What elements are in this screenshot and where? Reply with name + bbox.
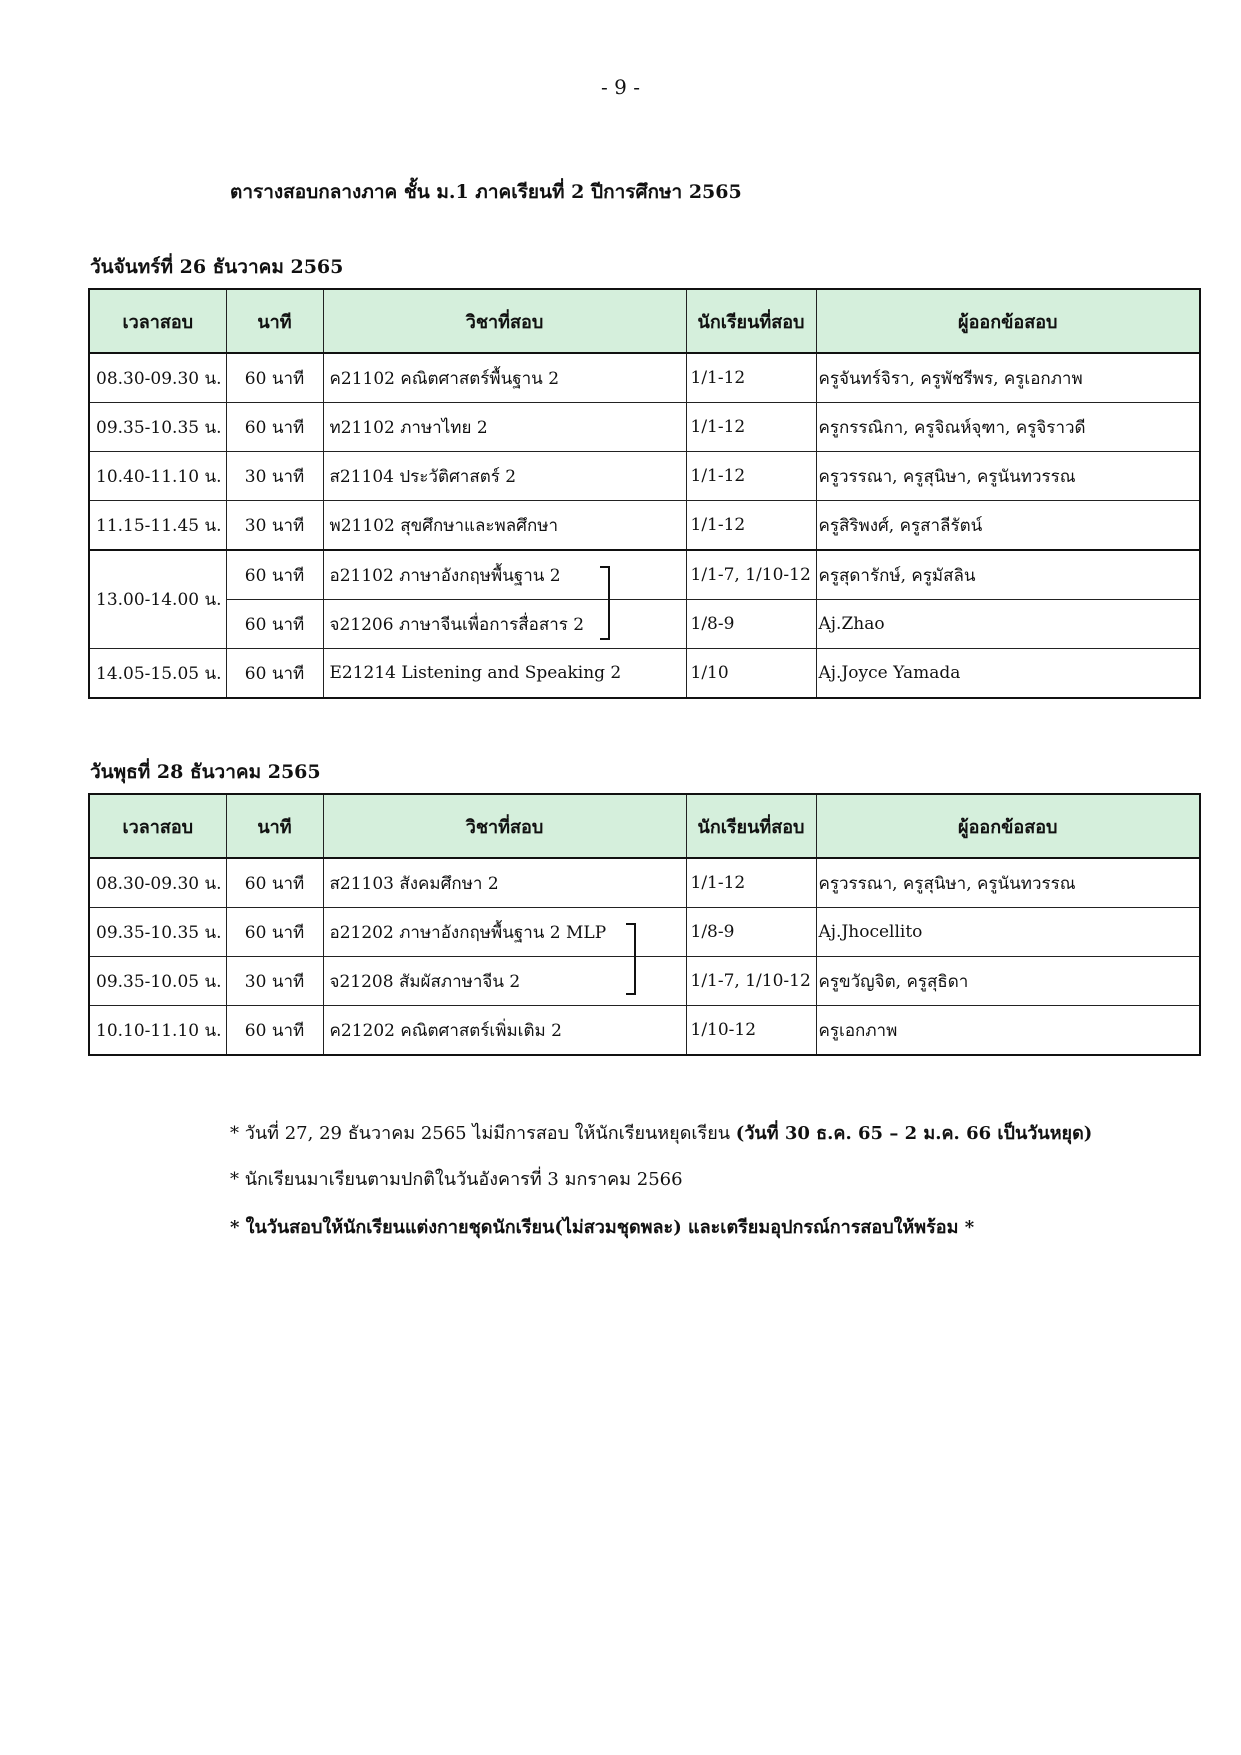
table-row [89, 550, 1200, 600]
cell-duration: 30 นาที [226, 501, 323, 551]
cell-time: 08.30-09.30 น. [89, 858, 226, 908]
cell-students: 1/1-12 [686, 353, 816, 403]
cell-subject: E21214 Listening and Speaking 2 [323, 649, 686, 699]
cell-time: 11.15-11.45 น. [89, 501, 226, 551]
cell-subject: ค21102 คณิตศาสตร์พื้นฐาน 2 [323, 353, 686, 403]
cell-examiners: ครูวรรณา, ครูสุนิษา, ครูนันทวรรณ [816, 858, 1200, 908]
cell-duration: 60 นาที [226, 550, 323, 600]
cell-examiners: ครูสิริพงศ์, ครูสาลีรัตน์ [816, 501, 1200, 551]
table-row [89, 353, 1200, 403]
cell-students: 1/10-12 [686, 1006, 816, 1056]
table-row [89, 600, 1200, 649]
table-row [89, 452, 1200, 501]
cell-examiners: ครูขวัญจิต, ครูสุธิดา [816, 957, 1200, 1006]
table-row [89, 649, 1200, 699]
note-no-exam-days [230, 1118, 1092, 1147]
cell-students: 1/1-12 [686, 403, 816, 452]
cell-duration: 30 นาที [226, 957, 323, 1006]
cell-duration: 60 นาที [226, 600, 323, 649]
note-no-exam-text: * วันที่ 27, 29 ธันวาคม 2565 ไม่มีการสอบ ให้นักเรียนหยุดเรียน [230, 1123, 736, 1144]
day2-heading: วันพุธที่ 28 ธันวาคม 2565 [90, 761, 321, 783]
cell-subject: จ21208 สัมผัสภาษาจีน 2 [323, 957, 686, 1006]
table-row [89, 858, 1200, 908]
cell-examiners: Aj.Zhao [816, 600, 1200, 649]
header-subject: วิชาที่สอบ [323, 289, 686, 353]
cell-examiners: ครูกรรณิกา, ครูจิณห์จุฑา, ครูจิราวดี [816, 403, 1200, 452]
day1-heading: วันจันทร์ที่ 26 ธันวาคม 2565 [90, 256, 344, 278]
header-examiners: ผู้ออกข้อสอบ [816, 794, 1200, 858]
cell-duration: 60 นาที [226, 908, 323, 957]
table-header-row [89, 289, 1200, 353]
cell-time: 14.05-15.05 น. [89, 649, 226, 699]
table-header-row [89, 794, 1200, 858]
cell-time: 10.40-11.10 น. [89, 452, 226, 501]
document-title: ตารางสอบกลางภาค ชั้น ม.1 ภาคเรียนที่ 2 ปีการศึกษา 2565 [230, 181, 742, 203]
cell-examiners: ครูสุดารักษ์, ครูมัสลิน [816, 550, 1200, 600]
cell-students: 1/8-9 [686, 908, 816, 957]
cell-subject: อ21202 ภาษาอังกฤษพื้นฐาน 2 MLP [323, 908, 686, 957]
note-resume-class: * นักเรียนมาเรียนตามปกติในวันอังคารที่ 3 มกราคม 2566 [230, 1169, 683, 1190]
cell-students: 1/8-9 [686, 600, 816, 649]
cell-examiners: ครูวรรณา, ครูสุนิษา, ครูนันทวรรณ [816, 452, 1200, 501]
cell-students: 1/1-7, 1/10-12 [686, 957, 816, 1006]
cell-subject: จ21206 ภาษาจีนเพื่อการสื่อสาร 2 [323, 600, 686, 649]
cell-duration: 60 นาที [226, 403, 323, 452]
cell-time: 08.30-09.30 น. [89, 353, 226, 403]
cell-time: 09.35-10.05 น. [89, 957, 226, 1006]
cell-time: 13.00-14.00 น. [89, 550, 226, 649]
table-row [89, 501, 1200, 551]
cell-students: 1/1-12 [686, 452, 816, 501]
header-time: เวลาสอบ [89, 794, 226, 858]
cell-duration: 60 นาที [226, 858, 323, 908]
cell-examiners: Aj.Joyce Yamada [816, 649, 1200, 699]
cell-subject: ค21202 คณิตศาสตร์เพิ่มเติม 2 [323, 1006, 686, 1056]
cell-subject: พ21102 สุขศึกษาและพลศึกษา [323, 501, 686, 551]
concurrent-exam-bracket [626, 923, 636, 995]
cell-duration: 60 นาที [226, 1006, 323, 1056]
cell-students: 1/1-12 [686, 501, 816, 551]
table-row [89, 957, 1200, 1006]
cell-subject: ส21104 ประวัติศาสตร์ 2 [323, 452, 686, 501]
cell-time: 10.10-11.10 น. [89, 1006, 226, 1056]
cell-examiners: Aj.Jhocellito [816, 908, 1200, 957]
day2-schedule-table [88, 793, 1201, 1056]
cell-duration: 30 นาที [226, 452, 323, 501]
note-dress-code: * ในวันสอบให้นักเรียนแต่งกายชุดนักเรียน(ไม่สวมชุดพละ) และเตรียมอุปกรณ์การสอบให้พร้อม * [230, 1217, 975, 1238]
cell-students: 1/1-12 [686, 858, 816, 908]
cell-students: 1/1-7, 1/10-12 [686, 550, 816, 600]
table-row [89, 1006, 1200, 1056]
header-subject: วิชาที่สอบ [323, 794, 686, 858]
day1-schedule-table [88, 288, 1201, 699]
cell-students: 1/10 [686, 649, 816, 699]
cell-examiners: ครูเอกภาพ [816, 1006, 1200, 1056]
header-examiners: ผู้ออกข้อสอบ [816, 289, 1200, 353]
header-students: นักเรียนที่สอบ [686, 794, 816, 858]
header-duration: นาที [226, 794, 323, 858]
table-row [89, 908, 1200, 957]
cell-subject: ท21102 ภาษาไทย 2 [323, 403, 686, 452]
header-time: เวลาสอบ [89, 289, 226, 353]
concurrent-exam-bracket [600, 566, 610, 640]
table-row [89, 403, 1200, 452]
cell-subject: ส21103 สังคมศึกษา 2 [323, 858, 686, 908]
note-holiday-text: (วันที่ 30 ธ.ค. 65 – 2 ม.ค. 66 เป็นวันหยุด) [735, 1123, 1093, 1144]
cell-subject: อ21102 ภาษาอังกฤษพื้นฐาน 2 [323, 550, 686, 600]
page-number: - 9 - [601, 75, 640, 99]
cell-duration: 60 นาที [226, 649, 323, 699]
header-students: นักเรียนที่สอบ [686, 289, 816, 353]
header-duration: นาที [226, 289, 323, 353]
cell-duration: 60 นาที [226, 353, 323, 403]
cell-time: 09.35-10.35 น. [89, 908, 226, 957]
cell-examiners: ครูจันทร์จิรา, ครูพัชรีพร, ครูเอกภาพ [816, 353, 1200, 403]
cell-time: 09.35-10.35 น. [89, 403, 226, 452]
